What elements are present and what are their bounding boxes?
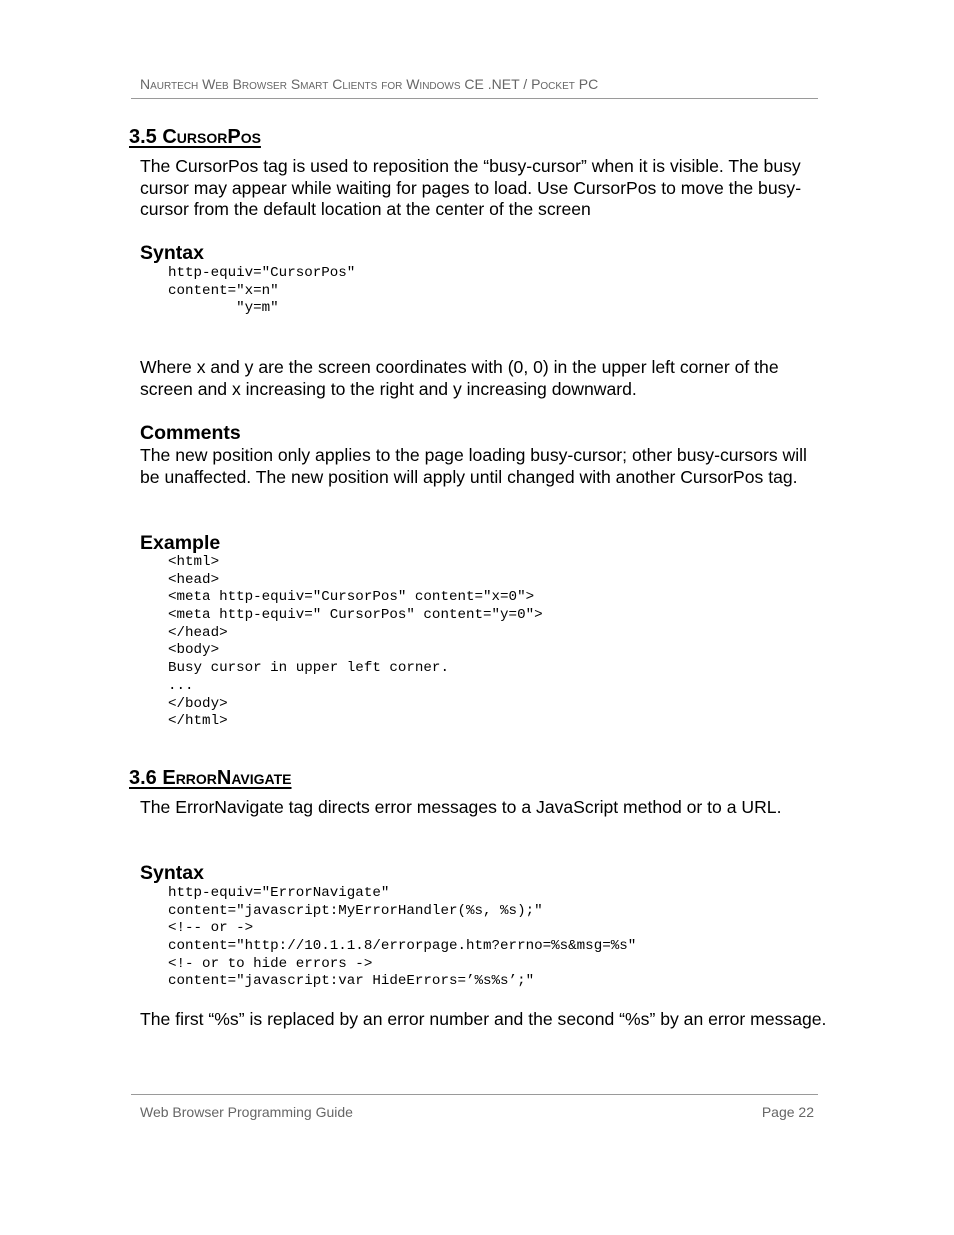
cursorpos-intro-paragraph: The CursorPos tag is used to reposition the “busy-cursor” when it is visible. The busy cursor may appear while waiting for pages to load. Use CursorPos to move the busy-cursor from the default location at the center of the screen [140, 156, 802, 219]
cursorpos-syntax-code [168, 265, 355, 318]
code-line: <!- or to hide errors -> [168, 955, 373, 972]
cursorpos-example-heading: Example [140, 532, 221, 554]
cursorpos-comments-paragraph: The new position only applies to the page loading busy-cursor; other busy-cursors will be unaffected. The new position will apply until changed with another CursorPos tag. [140, 445, 807, 487]
code-line: content="javascript:var HideErrors=’%s%s’;" [168, 973, 535, 990]
errornavigate-syntax-code [168, 885, 636, 991]
code-line: </body> [168, 695, 228, 712]
errornavigate-intro-paragraph: The ErrorNavigate tag directs error messages to a JavaScript method or to a URL. [140, 797, 782, 817]
cursorpos-comments-heading: Comments [140, 422, 241, 444]
section-heading-cursorpos: 3.5 CursorPos [129, 126, 261, 148]
code-line: content="http://10.1.1.8/errorpage.htm?errno=%s&msg=%s" [168, 938, 637, 955]
code-line: Busy cursor in upper left corner. [168, 660, 449, 677]
section-heading-errornavigate: 3.6 ErrorNavigate [129, 767, 292, 789]
errornavigate-note-paragraph: The first “%s” is replaced by an error number and the second “%s” by an error message. [140, 1009, 827, 1029]
running-header: Naurtech Web Browser Smart Clients for Windows CE .NET / Pocket PC [140, 76, 599, 92]
code-line: <head> [168, 571, 220, 588]
code-line: </head> [168, 624, 228, 641]
footer-guide-title: Web Browser Programming Guide [140, 1104, 353, 1120]
cursorpos-syntax-heading: Syntax [140, 242, 204, 264]
code-line: <html> [168, 554, 220, 570]
code-line: content="x=n" [168, 282, 279, 299]
cursorpos-coordinates-paragraph: Where x and y are the screen coordinates with (0, 0) in the upper left corner of the screen and x increasing to the right and y increasing downward. [140, 357, 779, 399]
footer-page-number: Page 22 [761, 1104, 814, 1120]
code-line: <meta http-equiv=" CursorPos" content="y=0"> [168, 607, 543, 624]
code-line: "y=m" [168, 300, 279, 317]
footer-divider [131, 1094, 818, 1095]
code-line: </html> [168, 713, 228, 730]
code-line: http-equiv="CursorPos" [168, 265, 356, 281]
code-line: content="javascript:MyErrorHandler(%s, %s);" [168, 902, 543, 919]
cursorpos-example-code [168, 554, 543, 731]
code-line: <body> [168, 642, 220, 659]
code-line: http-equiv="ErrorNavigate" [168, 885, 390, 901]
header-divider [131, 98, 818, 99]
code-line: <!-- or -> [168, 920, 254, 937]
errornavigate-syntax-heading: Syntax [140, 862, 204, 884]
code-line: <meta http-equiv="CursorPos" content="x=0"> [168, 589, 535, 606]
code-line: ... [168, 677, 194, 694]
